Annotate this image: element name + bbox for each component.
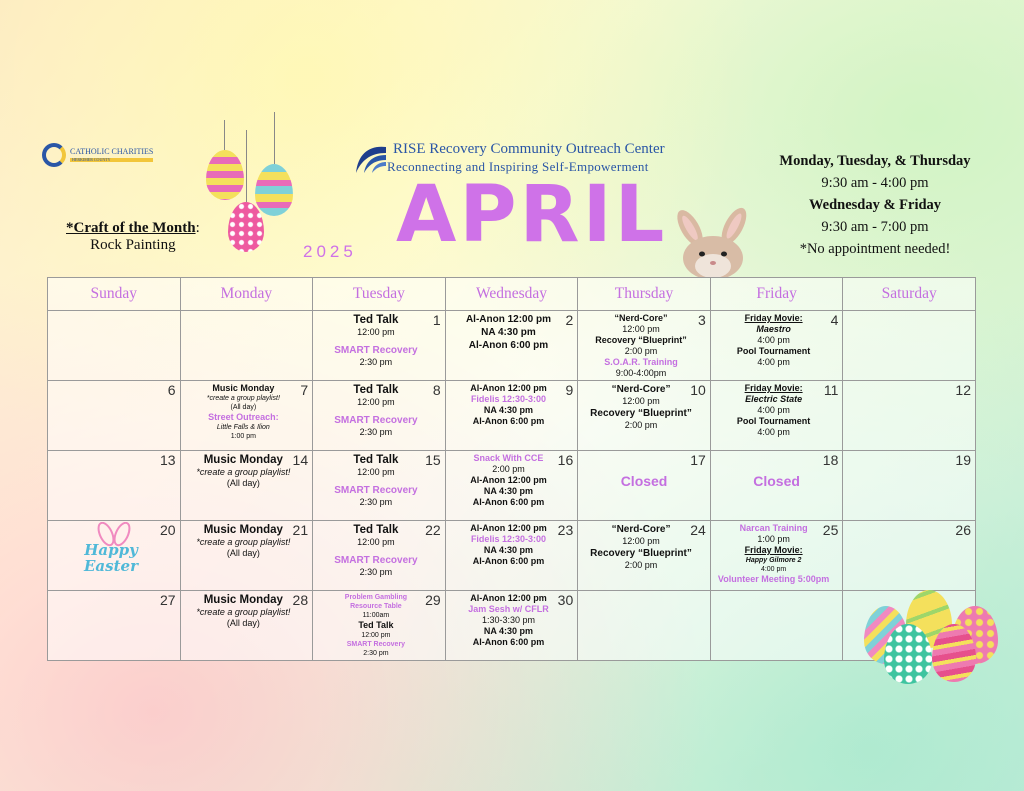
day-number: 10	[690, 382, 706, 398]
day-number: 26	[955, 522, 971, 538]
calendar-week-row	[48, 591, 976, 661]
event-line: Friday Movie:	[744, 545, 803, 555]
event-line: 12:00 pm	[622, 536, 660, 546]
event-line: Electric State	[745, 394, 803, 404]
event-line: *create a group playlist!	[196, 467, 291, 477]
event-line: 12:00 pm	[622, 396, 660, 406]
day-number: 16	[557, 452, 574, 468]
calendar-day-cell	[313, 521, 446, 591]
event-line: 12:00 pm	[357, 397, 395, 407]
event-line: Fidelis 12:30-3:00	[470, 394, 546, 404]
calendar-day-cell	[180, 591, 313, 661]
event-line: Fidelis 12:30-3:00	[470, 534, 546, 544]
hours-days-2: Wednesday & Friday	[808, 197, 942, 213]
calendar-day-cell	[843, 521, 976, 591]
event-line: 2:30 pm	[359, 567, 393, 577]
event-line: 12:00 pm	[357, 537, 395, 547]
calendar-day-cell	[843, 451, 976, 521]
calendar-day-cell	[578, 451, 711, 521]
calendar-day-cell	[445, 381, 578, 451]
event-line: Snack With CCE	[473, 453, 544, 463]
event-line: 2:30 pm	[359, 497, 393, 507]
event-line: NA 4:30 pm	[483, 626, 534, 636]
event-line: 9:00-4:00pm	[615, 368, 667, 378]
event-line: Al-Anon 6:00 pm	[472, 556, 545, 566]
event-line: Recovery “Blueprint”	[590, 548, 692, 559]
event-line: SMART Recovery	[346, 641, 406, 648]
event-line: Happy Gilmore 2	[745, 557, 802, 564]
event-line: Narcan Training	[739, 523, 808, 533]
day-number: 17	[690, 452, 706, 468]
weekday-header: Thursday	[578, 278, 711, 311]
event-line: Friday Movie:	[744, 313, 803, 323]
event-line: 1:00 pm	[230, 433, 256, 440]
easter-egg-icon	[206, 150, 244, 200]
day-number: 20	[159, 522, 176, 538]
event-line: Music Monday	[203, 524, 283, 536]
hours-days-1: Monday, Tuesday, & Thursday	[779, 153, 971, 169]
calendar-day-cell	[445, 311, 578, 381]
easter-egg-icon	[255, 164, 293, 216]
event-line: NA 4:30 pm	[483, 545, 534, 555]
event-line: Al-Anon 6:00 pm	[472, 637, 545, 647]
cc-logo-sub: HERKIMER COUNTY	[70, 158, 153, 162]
event-line: 4:00 pm	[757, 357, 790, 367]
event-line: Jam Sesh w/ CFLR	[468, 604, 549, 614]
event-list	[181, 381, 313, 441]
easter-egg-icon	[228, 202, 264, 252]
event-line: SMART Recovery	[334, 345, 418, 356]
craft-label: *Craft of the Month	[66, 220, 196, 236]
calendar-day-cell	[710, 381, 843, 451]
calendar-grid	[47, 277, 976, 661]
event-line: (All day)	[230, 404, 257, 411]
day-number: 6	[167, 382, 176, 398]
day-number: 15	[425, 452, 441, 468]
event-line: Pool Tournament	[736, 416, 811, 426]
event-line: 2:00 pm	[624, 420, 658, 430]
event-line: NA 4:30 pm	[483, 405, 534, 415]
calendar-day-cell	[180, 311, 313, 381]
day-number: 21	[292, 522, 309, 538]
event-line: 12:00 pm	[622, 324, 660, 334]
calendar-day-cell	[710, 311, 843, 381]
event-line: 12:00 pm	[361, 632, 391, 639]
hours-info	[770, 150, 980, 260]
event-list	[446, 311, 578, 352]
day-number: 9	[565, 382, 574, 398]
event-line: Al-Anon 12:00 pm	[470, 593, 547, 603]
calendar-week-row	[48, 521, 976, 591]
event-list	[578, 311, 710, 379]
event-list	[446, 381, 578, 427]
event-line: 1:00 pm	[757, 534, 790, 544]
event-line: 4:00 pm	[757, 335, 790, 345]
cc-logo-icon	[42, 143, 66, 167]
event-line: Ted Talk	[353, 314, 399, 326]
event-line: Al-Anon 12:00 pm	[470, 475, 547, 485]
event-line: Resource Table	[350, 603, 402, 610]
event-line: Al-Anon 12:00 pm	[465, 314, 551, 325]
calendar-day-cell	[48, 591, 181, 661]
event-line: Ted Talk	[358, 620, 394, 630]
day-number: 11	[823, 382, 839, 398]
weekday-header: Friday	[710, 278, 843, 311]
day-number: 22	[425, 522, 441, 538]
event-line: Ted Talk	[353, 454, 399, 466]
event-line: SMART Recovery	[334, 485, 418, 496]
day-number: 30	[557, 592, 574, 608]
event-line: Ted Talk	[353, 384, 399, 396]
calendar-day-cell	[843, 381, 976, 451]
event-line: 11:00am	[362, 612, 390, 619]
calendar-day-cell	[313, 591, 446, 661]
event-line: (All day)	[226, 618, 260, 628]
event-line: Pool Tournament	[736, 346, 811, 356]
calendar-day-cell	[710, 451, 843, 521]
event-line: “Nerd-Core”	[611, 384, 671, 395]
calendar-day-cell	[445, 591, 578, 661]
month-title: APRIL	[396, 170, 668, 260]
event-line: Ted Talk	[353, 524, 399, 536]
calendar-day-cell	[313, 381, 446, 451]
event-line: 4:00 pm	[757, 427, 790, 437]
calendar-day-cell	[445, 521, 578, 591]
day-number: 7	[300, 382, 309, 398]
day-number: 13	[159, 452, 176, 468]
rise-logo-icon	[352, 143, 388, 175]
event-line: Little Falls & Ilion	[216, 424, 270, 431]
event-line: 4:00 pm	[757, 405, 790, 415]
event-line: Music Monday	[203, 594, 283, 606]
event-line: “Nerd-Core”	[614, 313, 668, 323]
event-list	[313, 311, 445, 368]
calendar-day-cell	[180, 521, 313, 591]
weekday-header: Tuesday	[313, 278, 446, 311]
day-number: 4	[830, 312, 839, 328]
event-line: *create a group playlist!	[196, 537, 291, 547]
event-line: 2:00 pm	[624, 346, 658, 356]
cc-logo-text: CATHOLIC CHARITIES	[70, 146, 154, 156]
hours-time-2: 9:30 am - 7:00 pm	[821, 219, 929, 235]
event-line: 1:30-3:30 pm	[481, 615, 535, 625]
weekday-header: Sunday	[48, 278, 181, 311]
weekday-header: Monday	[180, 278, 313, 311]
event-line: 2:30 pm	[359, 357, 393, 367]
weekday-header: Wednesday	[445, 278, 578, 311]
event-line: NA 4:30 pm	[481, 327, 536, 338]
year-label: 2025	[303, 242, 357, 261]
day-number: 27	[159, 592, 176, 608]
event-line: Music Monday	[212, 383, 275, 393]
calendar-day-cell	[578, 521, 711, 591]
calendar-week-row	[48, 381, 976, 451]
event-line: 2:00 pm	[624, 560, 658, 570]
day-number: 12	[955, 382, 971, 398]
closed-label: Closed	[753, 473, 800, 489]
closed-label: Closed	[620, 473, 668, 489]
day-number: 19	[955, 452, 971, 468]
event-line: 2:30 pm	[359, 427, 393, 437]
event-line: Problem Gambling	[344, 594, 408, 601]
calendar-day-cell	[313, 311, 446, 381]
event-line: (All day)	[226, 478, 260, 488]
event-line: S.O.A.R. Training	[604, 357, 678, 367]
calendar-day-cell	[180, 451, 313, 521]
event-line: NA 4:30 pm	[483, 486, 534, 496]
event-line: SMART Recovery	[334, 415, 418, 426]
event-line: 12:00 pm	[357, 327, 395, 337]
hours-time-1: 9:30 am - 4:00 pm	[821, 175, 929, 191]
day-number: 18	[822, 452, 839, 468]
event-line: Al-Anon 6:00 pm	[468, 340, 549, 351]
calendar-day-cell	[710, 591, 843, 661]
day-number: 23	[557, 522, 574, 538]
event-line: *create a group playlist!	[196, 607, 291, 617]
event-line: “Nerd-Core”	[611, 524, 671, 535]
day-number: 14	[292, 452, 309, 468]
hours-note: *No appointment needed!	[799, 241, 951, 257]
calendar-day-cell	[313, 451, 446, 521]
event-line: 2:30 pm	[363, 650, 389, 657]
event-line: Music Monday	[203, 454, 283, 466]
calendar-day-cell	[578, 591, 711, 661]
weekday-header: Saturday	[843, 278, 976, 311]
calendar-day-cell	[710, 521, 843, 591]
craft-colon: :	[195, 220, 200, 236]
day-number: 28	[292, 592, 309, 608]
event-line: Al-Anon 6:00 pm	[472, 416, 545, 426]
day-number: 24	[690, 522, 706, 538]
calendar-day-cell	[48, 451, 181, 521]
calendar-day-cell	[578, 311, 711, 381]
craft-value: Rock Painting	[90, 237, 176, 253]
day-number: 29	[425, 592, 441, 608]
calendar-week-row	[48, 451, 976, 521]
day-number: 25	[822, 522, 839, 538]
calendar-day-cell	[843, 311, 976, 381]
event-line: *create a group playlist!	[206, 395, 280, 402]
weekday-header-row	[48, 278, 976, 311]
calendar-week-row	[48, 311, 976, 381]
event-line: Maestro	[756, 324, 791, 334]
event-line: 12:00 pm	[357, 467, 395, 477]
event-line: 2:00 pm	[492, 464, 525, 474]
event-line: Friday Movie:	[744, 383, 803, 393]
event-list	[313, 381, 445, 438]
event-line: Street Outreach:	[208, 412, 279, 422]
event-line: 4:00 pm	[760, 566, 787, 573]
event-list	[711, 381, 843, 438]
bunny-icon	[668, 206, 758, 278]
event-line: Al-Anon 12:00 pm	[470, 383, 547, 393]
happy-easter-art	[66, 522, 160, 582]
event-line: Recovery “Blueprint”	[590, 408, 692, 419]
event-line: (All day)	[226, 548, 260, 558]
org-title: RISE Recovery Community Outreach Center	[393, 141, 665, 157]
craft-of-month	[66, 220, 200, 254]
event-line: SMART Recovery	[334, 555, 418, 566]
event-line: Volunteer Meeting 5:00pm	[717, 574, 830, 584]
calendar-day-cell	[445, 451, 578, 521]
calendar-day-cell	[578, 381, 711, 451]
event-line: Al-Anon 12:00 pm	[470, 523, 547, 533]
calendar-day-cell	[48, 381, 181, 451]
day-number: 2	[565, 312, 574, 328]
day-number: 8	[432, 382, 441, 398]
org-tagline: Reconnecting and Inspiring Self-Empowerment	[387, 159, 649, 174]
event-list	[711, 311, 843, 368]
happy-easter-text: Happy Easter	[84, 541, 138, 575]
event-line: Al-Anon 6:00 pm	[472, 497, 545, 507]
calendar-day-cell	[48, 311, 181, 381]
calendar-day-cell	[180, 381, 313, 451]
event-line: Recovery “Blueprint”	[595, 335, 687, 345]
day-number: 3	[698, 312, 706, 328]
day-number: 1	[432, 312, 441, 328]
catholic-charities-logo	[42, 138, 162, 172]
